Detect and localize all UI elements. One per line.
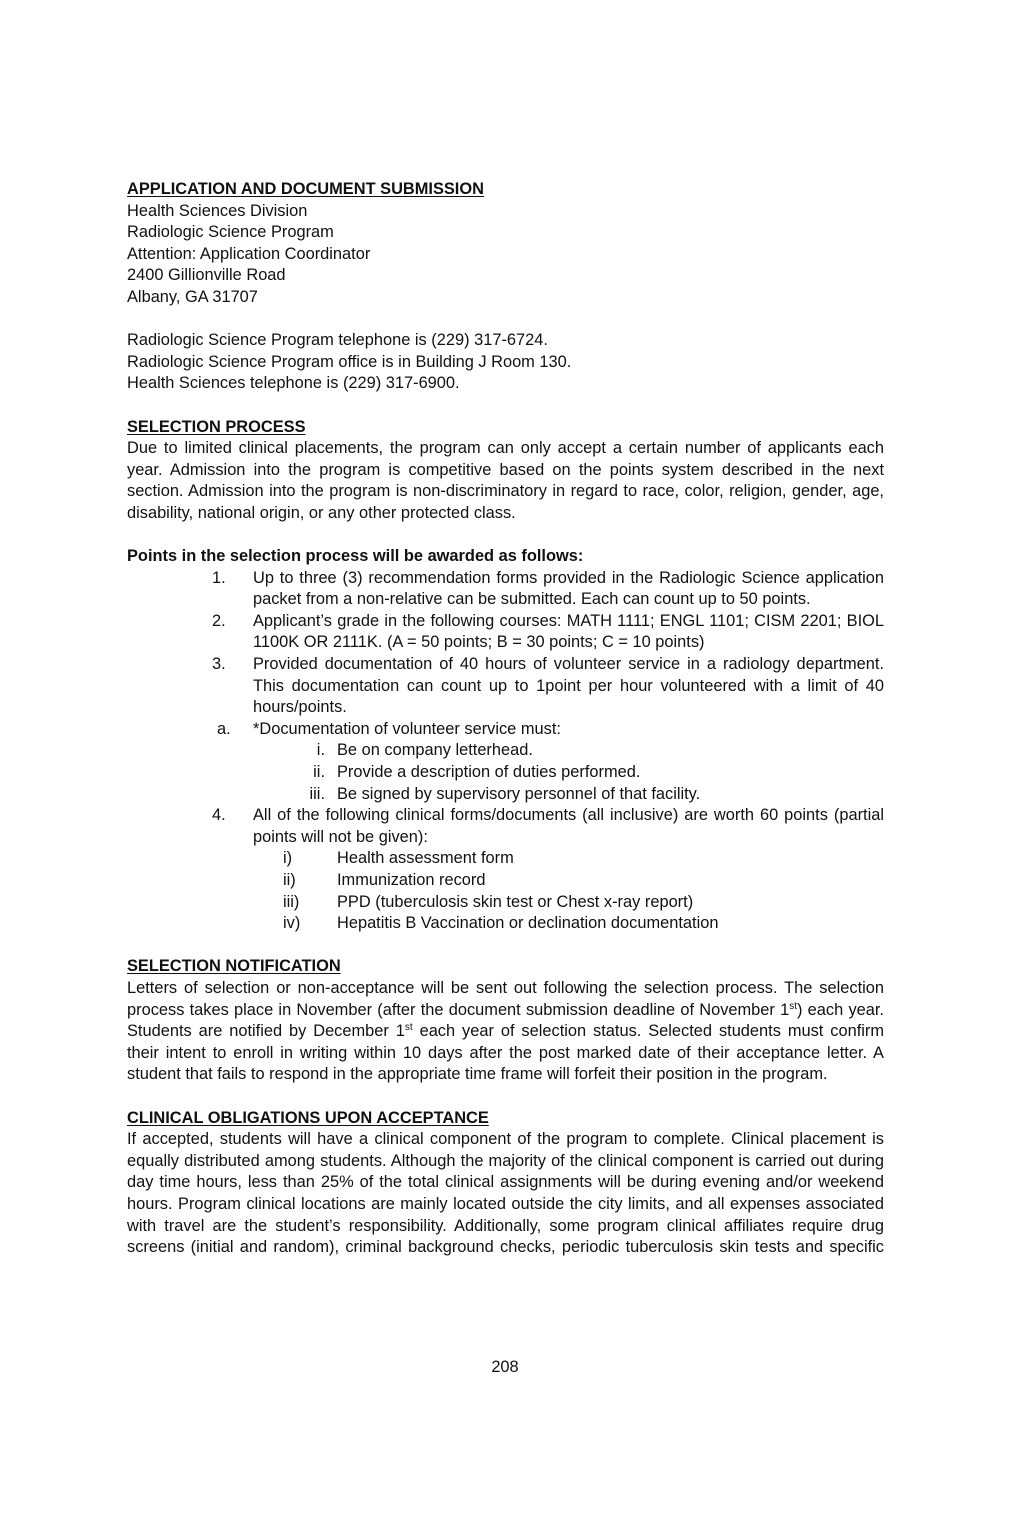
sub-list-marker: a. <box>217 719 231 738</box>
form-text: Immunization record <box>337 871 486 889</box>
notification-text: Letters of selection or non-acceptance will be sent out following the selection process. The selection process takes place in November (after the document submission deadline of November 1 <box>127 978 884 1019</box>
address-line: Health Sciences Division <box>127 201 308 220</box>
form-list-item <box>253 892 884 914</box>
address-line: 2400 Gillionville Road <box>127 266 286 285</box>
form-list-item <box>253 848 884 870</box>
sub-list-text: *Documentation of volunteer service must: <box>253 719 561 738</box>
list-number: 1. <box>212 568 226 587</box>
form-list-item <box>253 913 884 935</box>
ordinal-suffix: st <box>789 1000 797 1012</box>
contact-line: Radiologic Science Program telephone is (229) 317-6724. <box>127 331 548 350</box>
page-number: 208 <box>491 1358 519 1376</box>
list-item <box>127 805 884 935</box>
list-number: 4. <box>212 806 226 825</box>
list-number: 3. <box>212 655 226 674</box>
address-line: Albany, GA 31707 <box>127 287 258 306</box>
points-intro: Points in the selection process will be awarded as follows: <box>127 547 584 566</box>
roman-list-item <box>253 784 884 806</box>
sub-list-item <box>217 719 884 741</box>
list-item-text: Up to three (3) recommendation forms provided in the Radiologic Science application packet from a non-relative can be submitted. Each can count up to 50 points. <box>253 568 884 609</box>
list-item-text: Provided documentation of 40 hours of volunteer service in a radiology department. This documentation can count up to 1point per hour volunteered with a limit of 40 hours/points. <box>253 655 884 717</box>
form-marker: ii) <box>283 871 296 889</box>
section-heading-selection: SELECTION PROCESS <box>127 417 306 436</box>
form-text: Health assessment form <box>337 849 514 868</box>
roman-marker: i. <box>316 741 325 760</box>
roman-list-item <box>253 740 884 762</box>
roman-list-item <box>253 762 884 784</box>
form-marker: iii) <box>283 892 300 911</box>
address-line: Radiologic Science Program <box>127 223 334 242</box>
list-item <box>127 568 884 611</box>
form-marker: i) <box>283 849 293 868</box>
notification-text: each year of selection status. Selected students must confirm their intent to enroll in writing within 10 days after the post marked date of their acceptance letter. A student that fails to respond in the appropriate time frame will forfeit their position in the program. <box>127 1022 884 1084</box>
list-item-text: Applicant’s grade in the following courses: MATH 1111; ENGL 1101; CISM 2201; BIOL 1100K OR 2111K. (A = 50 points; B = 30 points; C = 10 points) <box>253 611 884 652</box>
list-number: 2. <box>212 611 226 630</box>
form-marker: iv) <box>283 914 301 933</box>
form-text: PPD (tuberculosis skin test or Chest x-ray report) <box>337 892 694 911</box>
roman-marker: ii. <box>313 763 325 782</box>
form-list-item <box>253 870 884 892</box>
list-item <box>127 654 884 805</box>
address-line: Attention: Application Coordinator <box>127 244 371 263</box>
ordinal-suffix: st <box>404 1022 413 1034</box>
form-text: Hepatitis B Vaccination or declination documentation <box>337 914 719 933</box>
section-heading-clinical: CLINICAL OBLIGATIONS UPON ACCEPTANCE <box>127 1108 489 1127</box>
section-heading-application: APPLICATION AND DOCUMENT SUBMISSION <box>127 180 484 198</box>
notification-paragraph <box>127 978 884 1086</box>
section-heading-notification: SELECTION NOTIFICATION <box>127 957 341 976</box>
list-item <box>127 611 884 654</box>
list-item-text: All of the following clinical forms/documents (all inclusive) are worth 60 points (partial points will not be given): <box>253 806 884 846</box>
document-page <box>127 179 884 1259</box>
contact-line: Radiologic Science Program office is in Building J Room 130. <box>127 352 572 371</box>
selection-paragraph: Due to limited clinical placements, the program can only accept a certain number of applicants each year. Admission into the program is competitive based on the points system described in the next section. Admission into the program is non-discriminatory in regard to race, color, religion, gender, age, disability, national origin, or any other protected class. <box>127 439 884 522</box>
contact-line: Health Sciences telephone is (229) 317-6900. <box>127 374 460 393</box>
clinical-paragraph: If accepted, students will have a clinical component of the program to complete. Clinical placement is equally distributed among students. Although the majority of the clinical component is carried out during day time hours, less than 25% of the total clinical assignments will be during evening and/or weekend hours. Program clinical locations are mainly located outside the city limits, and all expenses associated with travel are the student’s responsibility. Additionally, some program clinical affiliates require drug screens (initial and random), criminal background checks, periodic tuberculosis skin tests and specific <box>127 1130 884 1257</box>
roman-text: Be signed by supervisory personnel of that facility. <box>337 784 701 803</box>
roman-marker: iii. <box>309 784 325 803</box>
roman-text: Provide a description of duties performed. <box>337 763 641 782</box>
notification-text: ) each year. Students are notified by December 1 <box>127 1000 884 1041</box>
roman-text: Be on company letterhead. <box>337 741 533 760</box>
